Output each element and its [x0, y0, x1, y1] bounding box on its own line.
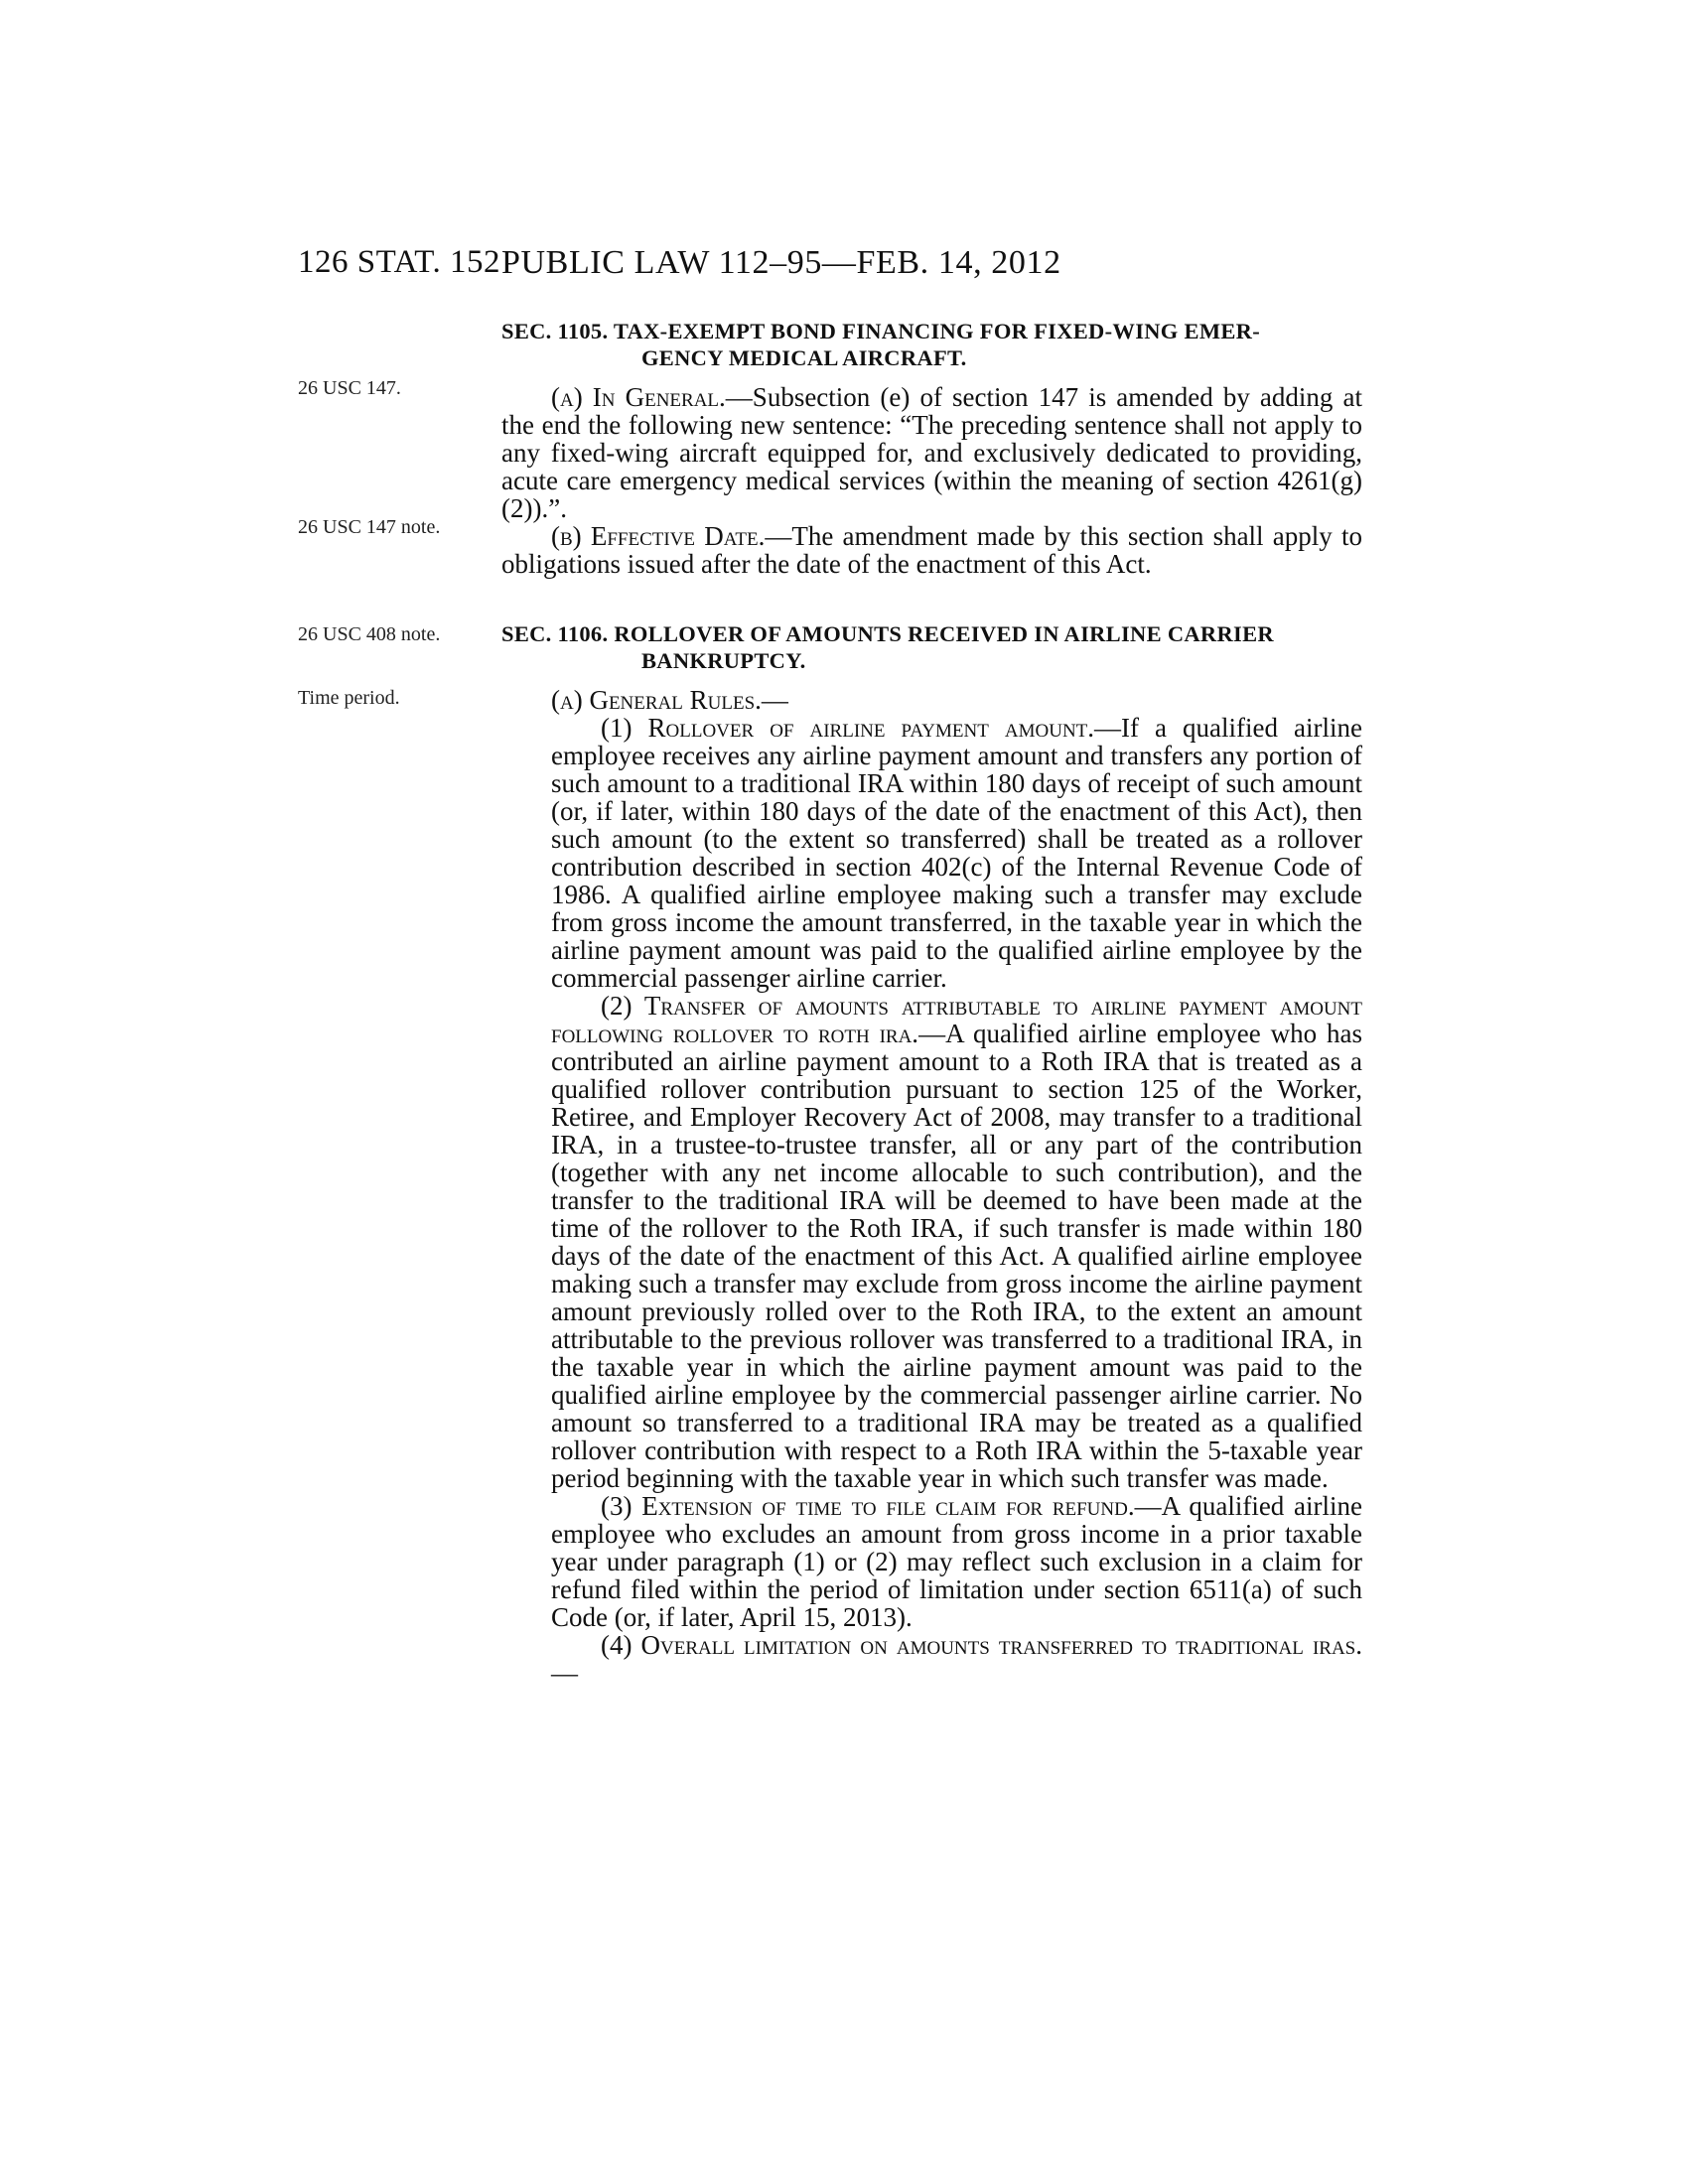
margin-note-usc-147-note: 26 USC 147 note. — [298, 516, 441, 538]
subsection-a-text: —Subsection (e) of section 147 is amended by adding at the end the following new sentence: “The preceding sentence shall not apply to any fixed-wing aircraft equipped for, and exclusively dedicated to providing, acute care emergency medical services (within the meaning of section 4261(g)(2)).”. — [501, 382, 1362, 523]
section-1106-heading-line1: SEC. 1106. ROLLOVER OF AMOUNTS RECEIVED IN AIRLINE CARRIER — [501, 621, 1274, 646]
subsection-a-general-rules: (a) General Rules.— — [551, 685, 788, 715]
paragraph-2-text: —A qualified airline employee who has contributed an airline payment amount to a Roth IRA that is treated as a qualified rollover contribution pursuant to section 125 of the Worker, Retiree, and Employer Recovery Act of 2008, may transfer to a traditional IRA, in a trustee-to-trustee transfer, all or any part of the contribution (together with any net income allocable to such contribution), and the transfer to the traditional IRA will be deemed to have been made at the time of the rollover to the Roth IRA, if such transfer is made within 180 days of the date of the enactment of this Act. A qualified airline employee making such a transfer may exclude from gross income the airline payment amount previously rolled over to the Roth IRA, to the extent an amount attributable to the previous rollover was transferred to a traditional IRA, in the taxable year in which the airline payment amount was paid to the qualified airline employee by the commercial passenger airline carrier. No amount so transferred to a traditional IRA may be treated as a qualified rollover contribution with respect to a Roth IRA within the 5-taxable year period beginning with the taxable year in which such transfer was made. — [551, 1019, 1362, 1493]
subsection-a-label: (a) In General. — [551, 382, 726, 412]
paragraphs-block — [551, 714, 1362, 1687]
section-1105 — [501, 318, 1362, 578]
paragraph-2-label: (2) Transfer of amounts attributable to airline payment amount following rollover to roth ira. — [551, 991, 1362, 1048]
section-1105-subsection-a — [501, 383, 1362, 522]
section-1106 — [501, 620, 1362, 1687]
subsection-b-label: (b) Effective Date. — [551, 521, 766, 551]
paragraph-4-label: (4) Overall limitation on amounts transferred to traditional iras.— — [551, 1630, 1362, 1688]
section-1105-heading-line1: SEC. 1105. TAX-EXEMPT BOND FINANCING FOR FIXED-WING EMER- — [501, 319, 1261, 343]
margin-note-time-period: Time period. — [298, 687, 400, 709]
stat-reference: 126 STAT. 152 — [298, 244, 501, 280]
paragraph-3 — [551, 1492, 1362, 1631]
section-1105-heading — [501, 318, 1362, 371]
law-title: PUBLIC LAW 112–95—FEB. 14, 2012 — [501, 244, 1061, 281]
paragraph-1 — [551, 714, 1362, 992]
paragraph-2 — [551, 992, 1362, 1492]
paragraph-1-label: (1) Rollover of airline payment amount. — [601, 713, 1095, 743]
subsection-b-text: —The amendment made by this section shall apply to obligations issued after the date of the enactment of this Act. — [501, 521, 1362, 579]
section-1106-heading-line2: BANKRUPTCY. — [641, 648, 806, 673]
section-1105-subsection-b — [501, 522, 1362, 578]
section-1105-heading-line2: GENCY MEDICAL AIRCRAFT. — [641, 345, 967, 370]
section-1106-heading — [501, 620, 1362, 674]
margin-note-usc-147: 26 USC 147. — [298, 377, 401, 399]
paragraph-4 — [551, 1631, 1362, 1687]
margin-note-usc-408-note: 26 USC 408 note. — [298, 623, 441, 645]
paragraph-1-text: —If a qualified airline employee receives any airline payment amount and transfers any portion of such amount to a traditional IRA within 180 days of receipt of such amount (or, if later, within 180 days of the date of the enactment of this Act), then such amount (to the extent so transferred) shall be treated as a rollover contribution described in section 402(c) of the Internal Revenue Code of 1986. A qualified airline employee making such a transfer may exclude from gross income the amount transferred, in the taxable year in which the airline payment amount was paid to the qualified airline employee by the commercial passenger airline carrier. — [551, 713, 1362, 993]
page-header — [298, 244, 1370, 294]
paragraph-3-label: (3) Extension of time to file claim for refund. — [601, 1491, 1135, 1521]
paragraph-3-text: —A qualified airline employee who excludes an amount from gross income in a prior taxable year under paragraph (1) or (2) may reflect such exclusion in a claim for refund filed within the period of limitation under section 6511(a) of such Code (or, if later, April 15, 2013). — [551, 1491, 1362, 1632]
